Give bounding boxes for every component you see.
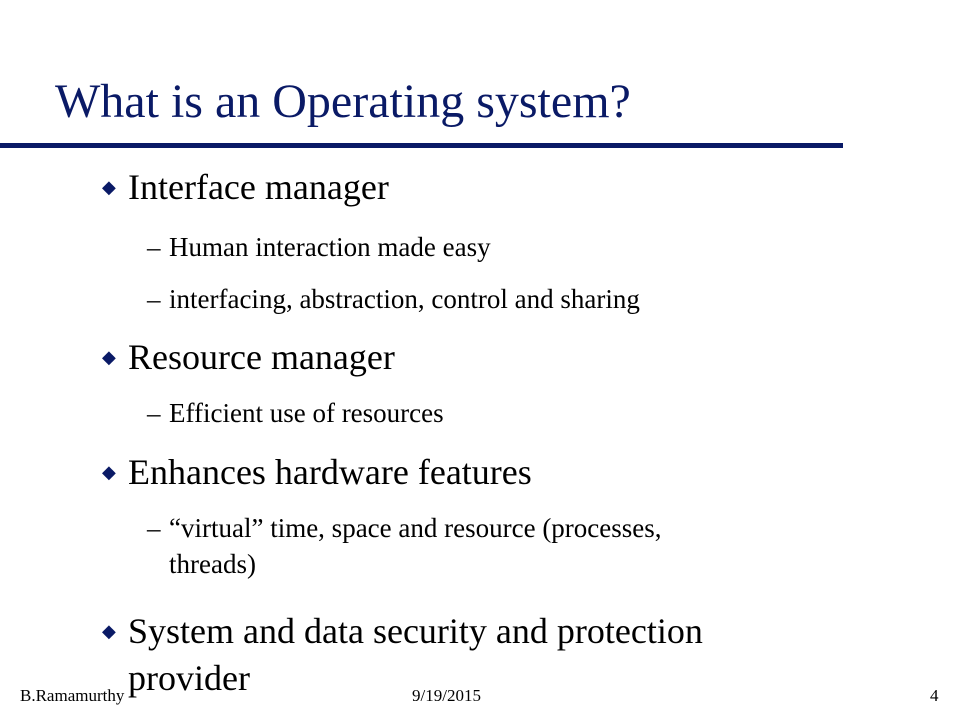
slide-title: What is an Operating system? — [55, 75, 631, 128]
slide-number: 4 — [930, 686, 939, 705]
bullet-text: Enhances hardware features — [128, 452, 532, 492]
bullet-system-data-security — [102, 610, 703, 652]
bullet-text: Resource manager — [128, 337, 395, 377]
subbullet-interfacing — [147, 281, 640, 317]
bullet-text: System and data security and protection — [128, 611, 703, 651]
subbullet-text: Efficient use of resources — [169, 398, 444, 428]
bullet-continuation — [128, 657, 250, 699]
footer-author: B.Ramamurthy — [20, 686, 125, 705]
diamond-bullet-icon: ◆ — [102, 177, 116, 198]
subbullet-text: interfacing, abstraction, control and sharing — [169, 284, 640, 314]
diamond-bullet-icon: ◆ — [102, 347, 116, 368]
subbullet-text: “virtual” time, space and resource (processes, — [169, 513, 662, 543]
dash-marker: – — [147, 513, 161, 543]
bullet-enhances-hardware — [102, 451, 532, 493]
subbullet-text: Human interaction made easy — [169, 232, 491, 262]
diamond-bullet-icon: ◆ — [102, 621, 116, 642]
subbullet-virtual — [147, 510, 662, 582]
bullet-interface-manager — [102, 166, 389, 208]
footer-date: 9/19/2015 — [412, 686, 481, 705]
bullet-text-continued: provider — [128, 658, 250, 698]
bullet-text: Interface manager — [128, 167, 389, 207]
dash-marker: – — [147, 398, 161, 428]
subbullet-efficient-use — [147, 395, 444, 431]
subbullet-human-interaction — [147, 229, 491, 265]
dash-marker: – — [147, 284, 161, 314]
diamond-bullet-icon: ◆ — [102, 462, 116, 483]
subbullet-text-continued: threads) — [169, 549, 256, 579]
dash-marker: – — [147, 232, 161, 262]
bullet-resource-manager — [102, 336, 395, 378]
